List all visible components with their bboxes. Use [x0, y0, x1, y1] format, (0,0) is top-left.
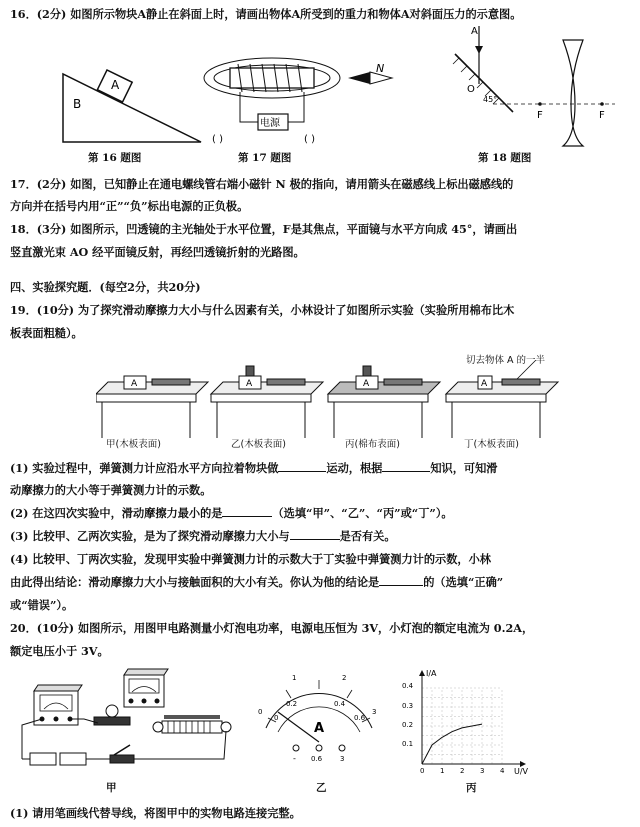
concave-lens [563, 40, 583, 146]
y-axis-label: I/A [426, 669, 437, 678]
answer-blank[interactable] [278, 460, 326, 472]
label-n: N [376, 62, 385, 75]
power-source-label: 电源 [260, 118, 280, 129]
question-18-line1: 18．(3分) 如图所示，凹透镜的主光轴处于水平位置，F是其焦点，平面镜与水平方向成 45°，请画出 [10, 222, 518, 236]
top-scale-1: 1 [292, 674, 297, 682]
q19-sub2: (2) 在这四次实验中，滑动摩擦力最小的是 （选填“甲”、“乙”、“丙”或“丁”）。 [10, 506, 453, 520]
setup-jia [96, 376, 208, 438]
question-17-line1: 17．(2分) 如图，已知静止在通电螺线管右端小磁针 N 极的指向，请用箭头在磁感线上标出磁感线的 [10, 177, 514, 191]
x-tick-4: 4 [500, 767, 505, 775]
question-16: 16．(2分) 如图所示物块A静止在斜面上时，请画出物体A所受到的重力和物体A对斜面压力的示意图。 [10, 7, 522, 21]
caption-18: 第 18 题图 [478, 152, 532, 164]
question-18-line2: 竖直激光束 AO 经平面镜反射，再经凹透镜折射的光路图。 [10, 245, 305, 259]
setup-bing [328, 366, 440, 438]
answer-blank[interactable] [379, 574, 423, 586]
caption-20-yi: 乙 [316, 782, 327, 794]
question-19-line1: 19．(10分) 为了探究滑动摩擦力大小与什么因素有关，小林设计了如图所示实验（实验所用棉布比木 [10, 303, 515, 317]
answer-blank[interactable] [290, 528, 340, 540]
x-axis-label: U/V [514, 767, 529, 776]
x-tick-1: 1 [440, 767, 445, 775]
dial-pointer [278, 712, 319, 742]
question-20-line2: 额定电压小于 3V。 [10, 644, 109, 658]
y-tick-01: 0.1 [402, 740, 414, 748]
y-tick-04: 0.4 [402, 682, 414, 690]
label-o: O [467, 84, 475, 95]
question-19-line2: 板表面粗糙）。 [10, 326, 83, 340]
label-b: B [73, 97, 82, 111]
block-a-ding: A [481, 379, 488, 389]
y-tick-02: 0.2 [402, 721, 414, 729]
compass-needle [348, 72, 370, 84]
rheostat [153, 715, 231, 733]
paren-right: ( ) [304, 134, 315, 145]
bottom-scale-3: 0.6 [354, 714, 366, 722]
q19-sub3: (3) 比较甲、乙两次实验，是为了探究滑动摩擦力大小与 是否有关。 [10, 529, 396, 543]
answer-blank[interactable] [382, 460, 430, 472]
ammeter-unit: A [314, 721, 325, 736]
cut-note: 切去物体 A 的一半 [466, 355, 546, 366]
q20-sub1: (1) 请用笔画线代替导线，将图甲中的实物电路连接完整。 [10, 806, 301, 820]
caption-16: 第 16 题图 [88, 152, 142, 164]
answer-blank[interactable] [222, 505, 272, 517]
battery-pack [30, 753, 86, 765]
question-20-line1: 20．(10分) 如图所示，用图甲电路测量小灯泡电功率，电源电压恒为 3V，小灯泡的额定电流为 0.2A， [10, 621, 534, 635]
angle-label: 45° [483, 95, 498, 104]
label-a: A [111, 78, 120, 92]
voltmeter-device [124, 669, 168, 707]
x-tick-3: 3 [480, 767, 485, 775]
figure-16-incline [55, 60, 205, 148]
block-a-bing: A [363, 379, 370, 389]
caption-20-jia: 甲 [106, 782, 117, 794]
caption-19-jia: 甲(木板表面) [106, 439, 161, 450]
q19-sub4-line1: (4) 比较甲、丁两次实验，发现甲实验中弹簧测力计的示数大于丁实验中弹簧测力计的示数，小林 [10, 552, 491, 566]
paren-left: ( ) [212, 134, 223, 145]
caption-19-ding: 丁(木板表面) [464, 439, 519, 450]
x-tick-2: 2 [460, 767, 465, 775]
terminal-3: 3 [340, 755, 345, 762]
terminal-06: 0.6 [311, 755, 323, 762]
y-tick-03: 0.3 [402, 702, 414, 710]
x-tick-0: 0 [420, 767, 425, 775]
q19-sub1-line2: 动摩擦力的大小等于弹簧测力计的示数。 [10, 483, 212, 497]
focus-left: F [537, 110, 543, 121]
setup-yi [211, 366, 323, 438]
caption-17: 第 17 题图 [238, 152, 292, 164]
q19-sub4-line3: 或“错误”）。 [10, 598, 74, 612]
setup-ding [446, 376, 558, 438]
bottom-scale-2: 0.4 [334, 700, 346, 708]
focus-right: F [599, 110, 605, 121]
q19-sub1-line1: (1) 实验过程中，弹簧测力计应沿水平方向拉着物块做 运动，根据 知识，可知滑 [10, 461, 498, 475]
question-17-line2: 方向并在括号内用“正”“负”标出电源的正负极。 [10, 199, 249, 213]
caption-19-bing: 丙(棉布表面) [345, 439, 400, 450]
figure-17-solenoid [200, 50, 400, 150]
caption-20-bing: 丙 [466, 782, 477, 794]
caption-19-yi: 乙(木板表面) [231, 439, 286, 450]
figure-20-circuit [14, 665, 244, 775]
bottom-scale-0: 0 [274, 714, 279, 722]
figure-19-friction [96, 360, 566, 440]
figure-20-iu-graph [398, 668, 538, 776]
top-scale-2: 2 [342, 674, 347, 682]
q19-sub4-line2: 由此得出结论：滑动摩擦力大小与接触面积的大小有关。你认为他的结论是 的（选填“正确” [10, 575, 504, 589]
figure-20-ammeter [256, 668, 382, 762]
bottom-scale-1: 0.2 [286, 700, 298, 708]
top-scale-0: 0 [258, 708, 263, 716]
terminal-minus: - [293, 754, 296, 762]
block-a-yi: A [246, 379, 253, 389]
top-scale-3: 3 [372, 708, 377, 716]
label-a: A [471, 26, 478, 37]
block-a-jia: A [131, 379, 138, 389]
figure-18-lens [445, 22, 620, 147]
switch [110, 745, 134, 763]
section-4-title: 四、实验探究题．(每空2分，共20分) [10, 280, 201, 294]
lamp-holder [94, 705, 130, 725]
